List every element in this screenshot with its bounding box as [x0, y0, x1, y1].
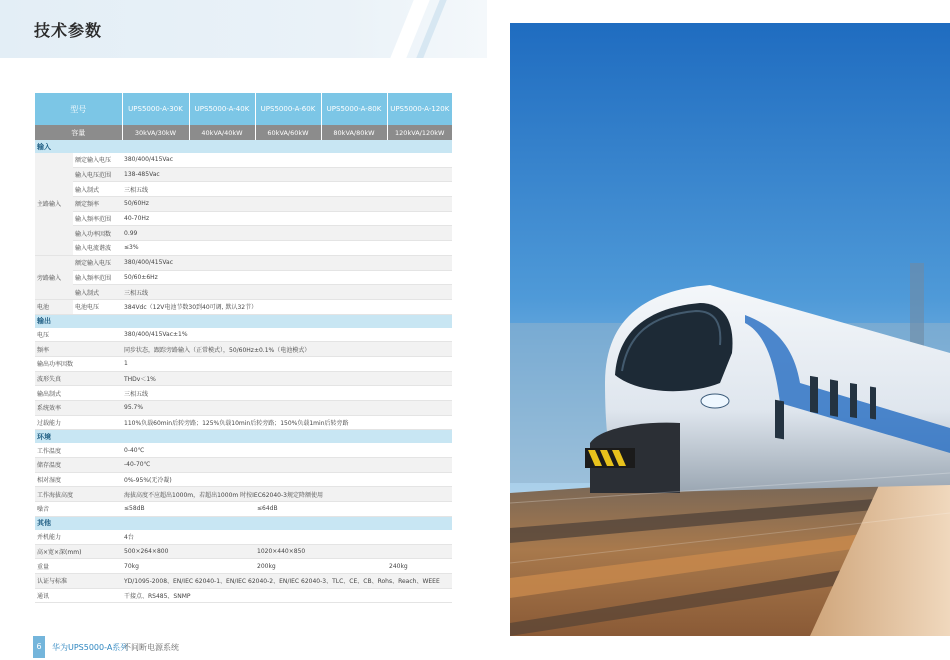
table-row — [35, 415, 452, 430]
table-row — [35, 588, 452, 603]
row-value: 三相五线 — [122, 182, 452, 197]
spec-table — [35, 93, 452, 603]
row-value: -40-70℃ — [122, 458, 452, 473]
table-row — [35, 502, 452, 517]
row-value: 同步状态，跟踪旁路输入（正常模式），50/60Hz±0.1%（电池模式） — [122, 342, 452, 357]
row-value: 138-485Vac — [122, 167, 452, 182]
row-value: 0-40℃ — [122, 443, 452, 457]
row-label: 输入频率范围 — [73, 270, 122, 285]
row-label: 工作温度 — [35, 443, 122, 457]
row-value: YD/1095-2008、EN/IEC 62040-1、EN/IEC 62040-2、EN/IEC 62040-3、TLC、CE、CB、Rohs、Reach、WEEE — [122, 573, 452, 588]
row-label: 认证与标准 — [35, 573, 122, 588]
table-row — [35, 401, 452, 416]
group-label: 旁路输入 — [35, 255, 73, 299]
section-header — [35, 430, 452, 444]
table-row — [35, 472, 452, 487]
table-row — [35, 371, 452, 386]
row-label: 输入功率因数 — [73, 226, 122, 241]
row-label: 波形失真 — [35, 371, 122, 386]
row-value: 三相五线 — [122, 285, 452, 300]
table-row — [35, 487, 452, 502]
model-name: UPS5000-A-60K — [255, 93, 321, 125]
row-value: 4台 — [122, 530, 452, 544]
row-label: 相对湿度 — [35, 472, 122, 487]
row-value: 200kg — [255, 559, 387, 574]
section-title: 输入 — [35, 140, 452, 153]
row-label: 通讯 — [35, 588, 122, 603]
table-row — [35, 226, 452, 241]
capacity-value: 30kVA/30kW — [122, 125, 189, 140]
capacity-value: 120kVA/120kW — [387, 125, 452, 140]
row-value: 50/60±6Hz — [122, 270, 452, 285]
table-row — [35, 255, 452, 270]
row-value: 50/60Hz — [122, 197, 452, 212]
table-row — [35, 182, 452, 197]
section-header — [35, 516, 452, 530]
table-row — [35, 342, 452, 357]
table-row — [35, 153, 452, 167]
row-value: 500×264×800 — [122, 544, 255, 559]
page-title: 技术参数 — [34, 21, 103, 40]
capacity-row — [35, 125, 452, 140]
row-value: 1 — [122, 356, 452, 371]
capacity-value: 80kVA/80kW — [321, 125, 387, 140]
row-label: 额定输入电压 — [73, 255, 122, 270]
row-value: 40-70Hz — [122, 211, 452, 226]
table-row — [35, 530, 452, 544]
row-label: 输出制式 — [35, 386, 122, 401]
row-value: 380/400/415Vac — [122, 153, 452, 167]
train-photo — [510, 23, 950, 636]
row-value: 0%-95%(无冷凝) — [122, 472, 452, 487]
table-row — [35, 328, 452, 342]
row-label: 输出功率因数 — [35, 356, 122, 371]
row-value: 干接点、RS485、SNMP — [122, 588, 452, 603]
table-row — [35, 356, 452, 371]
section-title: 输出 — [35, 314, 452, 328]
row-label: 储存温度 — [35, 458, 122, 473]
row-label: 工作海拔高度 — [35, 487, 122, 502]
row-label: 并机能力 — [35, 530, 122, 544]
train-illustration — [510, 23, 950, 636]
row-value: 95.7% — [122, 401, 452, 416]
row-value: 380/400/415Vac±1% — [122, 328, 452, 342]
table-row — [35, 573, 452, 588]
row-label: 电压 — [35, 328, 122, 342]
footer-description: 不间断电源系统 — [123, 643, 179, 652]
table-row — [35, 443, 452, 457]
group-label: 主路输入 — [35, 153, 73, 255]
table-row — [35, 270, 452, 285]
row-value: 384Vdc（12V电池节数30到40可调, 默认32节） — [122, 299, 452, 314]
row-label: 频率 — [35, 342, 122, 357]
row-value: 70kg — [122, 559, 255, 574]
row-label: 额定频率 — [73, 197, 122, 212]
row-value: THDv＜1% — [122, 371, 452, 386]
model-name: UPS5000-A-80K — [321, 93, 387, 125]
section-title: 其他 — [35, 516, 452, 530]
table-row — [35, 299, 452, 314]
row-value: 110%负载60min后转旁路；125%负载10min后转旁路；150%负载1min后转旁路 — [122, 415, 452, 430]
section-title: 环境 — [35, 430, 452, 444]
row-value: ≤3% — [122, 241, 452, 256]
row-label: 过载能力 — [35, 415, 122, 430]
row-value: 三相五线 — [122, 386, 452, 401]
row-value: 海拔高度不应超出1000m，若超出1000m 时按IEC62040-3规定降额使用 — [122, 487, 452, 502]
footer-brand: 华为UPS5000-A系列 — [52, 643, 129, 652]
table-row — [35, 458, 452, 473]
row-label: 重量 — [35, 559, 122, 574]
row-value: ≤58dB — [122, 502, 255, 517]
group-label: 电池 — [35, 299, 73, 314]
row-value: ≤64dB — [255, 502, 452, 517]
page-number: 6 — [33, 636, 45, 658]
row-value: 0.99 — [122, 226, 452, 241]
row-label: 输入频率范围 — [73, 211, 122, 226]
section-header — [35, 314, 452, 328]
row-label: 输入制式 — [73, 182, 122, 197]
model-row — [35, 93, 452, 125]
model-label: 型号 — [35, 93, 122, 125]
model-name: UPS5000-A-30K — [122, 93, 189, 125]
row-label: 电池电压 — [73, 299, 122, 314]
row-label: 输入电压范围 — [73, 167, 122, 182]
row-label: 输入制式 — [73, 285, 122, 300]
table-row — [35, 211, 452, 226]
table-row — [35, 285, 452, 300]
row-value: 380/400/415Vac — [122, 255, 452, 270]
model-name: UPS5000-A-120K — [387, 93, 452, 125]
row-label: 系统效率 — [35, 401, 122, 416]
row-label: 输入电流谐波 — [73, 241, 122, 256]
table-row — [35, 559, 452, 574]
table-row — [35, 167, 452, 182]
row-value: 1020×440×850 — [255, 544, 452, 559]
table-row — [35, 386, 452, 401]
capacity-label: 容量 — [35, 125, 122, 140]
capacity-value: 60kVA/60kW — [255, 125, 321, 140]
row-label: 高×宽×深(mm) — [35, 544, 122, 559]
table-row — [35, 241, 452, 256]
section-header — [35, 140, 452, 153]
capacity-value: 40kVA/40kW — [189, 125, 255, 140]
model-name: UPS5000-A-40K — [189, 93, 255, 125]
table-row — [35, 197, 452, 212]
table-row — [35, 544, 452, 559]
row-value: 240kg — [387, 559, 452, 574]
row-label: 噪音 — [35, 502, 122, 517]
row-label: 额定输入电压 — [73, 153, 122, 167]
